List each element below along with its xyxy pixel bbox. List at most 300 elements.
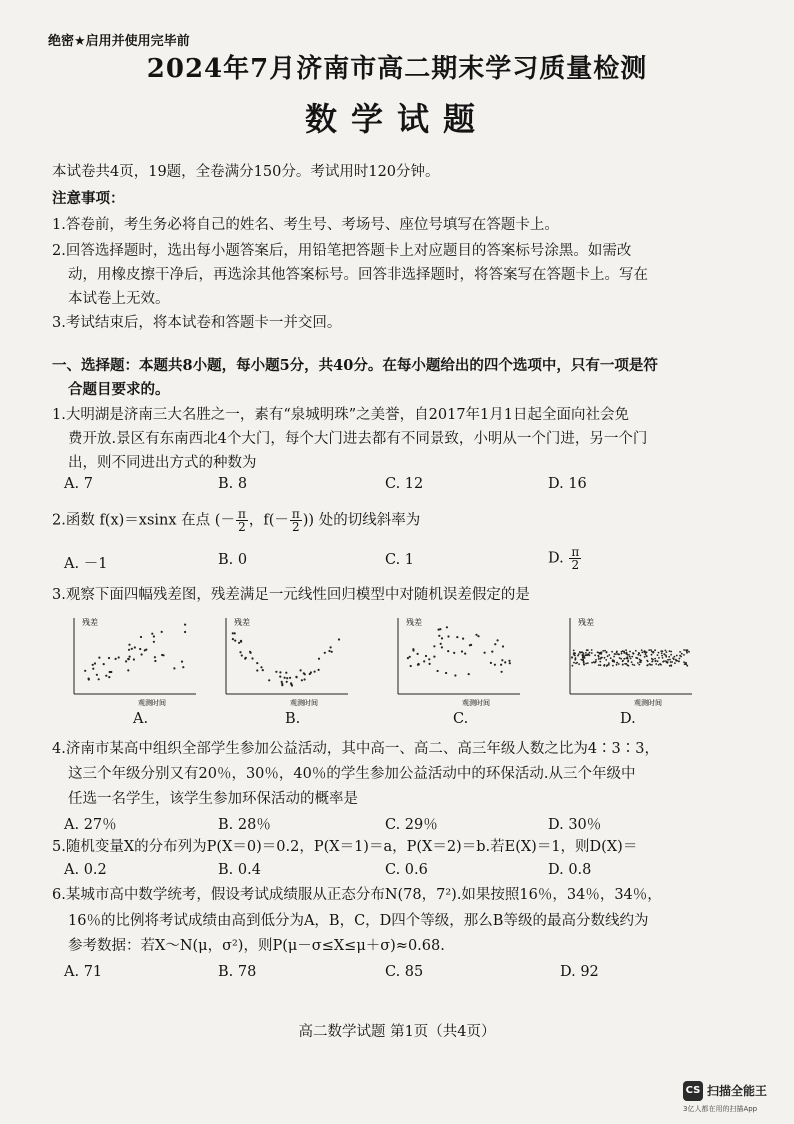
residual-point [644, 651, 646, 653]
residual-point [410, 665, 412, 667]
residual-point [632, 652, 634, 654]
residual-point [470, 644, 472, 646]
residual-point [279, 676, 281, 678]
residual-point [310, 671, 312, 673]
residual-point [598, 658, 600, 660]
residual-point [153, 641, 155, 643]
residual-point [618, 653, 620, 655]
option-d: D. 30％ [548, 817, 602, 833]
residual-point [140, 636, 142, 638]
residual-point [447, 635, 449, 637]
residual-point [161, 654, 163, 656]
residual-point [92, 668, 94, 670]
confidential-label: 绝密★启用并使用完毕前 [48, 34, 190, 49]
residual-point [502, 645, 504, 647]
residual-point [286, 681, 288, 683]
note-line: 2.回答选择题时，选出每小题答案后，用铅笔把答题卡上对应题目的答案标号涂黑。如需改 [52, 243, 632, 259]
residual-point [494, 643, 496, 645]
question-1-text: 出，则不同进出方式的种数为 [68, 455, 257, 471]
residual-point [618, 663, 620, 665]
residual-point [338, 638, 340, 640]
residual-point [84, 670, 86, 672]
residual-point [665, 660, 667, 662]
question-2-text [52, 508, 420, 533]
plot-ylabel: 残差 [578, 618, 594, 627]
residual-point [98, 657, 100, 659]
residual-point [647, 664, 649, 666]
residual-point [639, 659, 641, 661]
option-a: A. 0.2 [64, 862, 107, 878]
residual-point [658, 657, 660, 659]
option-c: C. 85 [385, 964, 424, 980]
notes-title: 注意事项： [52, 190, 125, 207]
plot-label-c: C. [453, 711, 469, 727]
residual-point [664, 654, 666, 656]
residual-point [300, 669, 302, 671]
residual-point [611, 651, 613, 653]
residual-point [508, 660, 510, 662]
residual-point [468, 673, 470, 675]
residual-point [633, 664, 635, 666]
residual-point [304, 678, 306, 680]
residual-point [318, 669, 320, 671]
residual-point [591, 662, 593, 664]
residual-point [623, 658, 625, 660]
residual-point [669, 659, 671, 661]
residual-point [262, 669, 264, 671]
residual-point [241, 654, 243, 656]
residual-point [153, 635, 155, 637]
residual-point [232, 638, 234, 640]
residual-point [613, 656, 615, 658]
residual-point [412, 649, 414, 651]
residual-point [686, 652, 688, 654]
residual-point [105, 675, 107, 677]
plot-label-a: A. [133, 711, 149, 727]
residual-point [573, 662, 575, 664]
residual-point [578, 663, 580, 665]
residual-point [303, 672, 305, 674]
option-c: C. 29％ [385, 817, 438, 833]
residual-point [657, 660, 659, 662]
residual-point [651, 664, 653, 666]
residual-point [662, 650, 664, 652]
residual-point [654, 649, 656, 651]
residual-point [574, 653, 576, 655]
scanner-tagline: 3亿人都在用的扫描App [683, 1105, 758, 1113]
residual-point [658, 664, 660, 666]
fraction-pi-over-2 [569, 546, 581, 571]
residual-point [574, 655, 576, 657]
residual-point [681, 653, 683, 655]
residual-point [598, 664, 600, 666]
plot-points [571, 649, 690, 667]
residual-point [244, 658, 246, 660]
residual-point [672, 657, 674, 659]
residual-point [433, 656, 435, 658]
residual-point [445, 672, 447, 674]
residual-point [675, 659, 677, 661]
option-d-prefix: D. [548, 550, 569, 567]
plot-ylabel: 残差 [82, 618, 98, 627]
residual-point [665, 650, 667, 652]
residual-point [286, 677, 288, 679]
option-a: A. 7 [64, 476, 93, 492]
residual-point [601, 652, 603, 654]
residual-point [619, 657, 621, 659]
residual-point [429, 663, 431, 665]
residual-point [587, 662, 589, 664]
residual-point [608, 664, 610, 666]
residual-point [668, 656, 670, 658]
residual-point [684, 663, 686, 665]
plot-xlabel: 观测时间 [138, 699, 166, 707]
option-d: D. 92 [560, 964, 599, 980]
residual-point [96, 674, 98, 676]
plot-points [407, 626, 511, 676]
residual-point [651, 654, 653, 656]
residual-point [585, 663, 587, 665]
residual-point [600, 658, 602, 660]
residual-plot-c [384, 612, 524, 707]
question-2-mid: ，f(－ [248, 512, 289, 529]
residual-point [134, 646, 136, 648]
residual-point [437, 670, 439, 672]
option-b: B. 0 [218, 552, 248, 568]
residual-point [670, 651, 672, 653]
residual-point [582, 657, 584, 659]
residual-point [608, 662, 610, 664]
residual-point [409, 656, 411, 658]
residual-point [417, 663, 419, 665]
residual-point [622, 664, 624, 666]
residual-point [627, 658, 629, 660]
residual-point [587, 653, 589, 655]
residual-point [285, 672, 287, 674]
residual-point [330, 646, 332, 648]
option-d: D. 0.8 [548, 862, 592, 878]
fraction-denominator: 2 [238, 520, 246, 534]
residual-point [296, 676, 298, 678]
residual-point [589, 652, 591, 654]
plot-ylabel: 残差 [406, 618, 422, 627]
residual-point [594, 654, 596, 656]
residual-point [407, 657, 409, 659]
residual-point [610, 657, 612, 659]
plot-xlabel: 观测时间 [290, 699, 318, 707]
note-line: 3.考试结束后，将本试卷和答题卡一并交回。 [52, 315, 342, 331]
residual-point [591, 649, 593, 651]
option-b: B. 0.4 [218, 862, 261, 878]
residual-point [491, 651, 493, 653]
residual-point [616, 664, 618, 666]
question-5-text: 5.随机变量X的分布列为P(X＝0)＝0.2，P(X＝1)＝a，P(X＝2)＝b.若E(X)＝1，则D(X)＝ [52, 839, 638, 855]
residual-point [685, 663, 687, 665]
residual-point [446, 626, 448, 628]
residual-point [324, 652, 326, 654]
residual-point [641, 651, 643, 653]
residual-point [627, 660, 629, 662]
residual-point [591, 652, 593, 654]
residual-point [268, 679, 270, 681]
residual-point [602, 650, 604, 652]
residual-point [94, 662, 96, 664]
option-c: C. 1 [385, 552, 415, 568]
residual-point [240, 641, 242, 643]
residual-point [674, 662, 676, 664]
residual-point [456, 636, 458, 638]
residual-point [441, 637, 443, 639]
plot-xlabel: 观测时间 [634, 699, 662, 707]
question-4-text: 任选一名学生，该学生参加环保活动的概率是 [68, 791, 358, 807]
residual-point [651, 661, 653, 663]
option-a: A. 27％ [64, 817, 117, 833]
residual-point [125, 660, 127, 662]
residual-point [605, 659, 607, 661]
residual-point [154, 660, 156, 662]
residual-point [103, 663, 105, 665]
residual-point [679, 655, 681, 657]
fraction-pi-over-2 [236, 508, 248, 533]
residual-point [579, 651, 581, 653]
residual-point [629, 651, 631, 653]
question-6-text: 参考数据：若X～N(μ，σ²)，则P(μ－σ≤X≤μ＋σ)≈0.68. [68, 938, 445, 954]
residual-point [475, 634, 477, 636]
residual-point [647, 660, 649, 662]
question-6-text: 6.某城市高中数学统考，假设考试成绩服从正态分布N(78，7²).如果按照16％，34％，34％， [52, 887, 662, 903]
residual-point [635, 650, 637, 652]
residual-point [440, 643, 442, 645]
residual-point [484, 652, 486, 654]
question-3-text: 3.观察下面四幅残差图，残差满足一元线性回归模型中对随机误差假定的是 [52, 587, 530, 603]
residual-point [661, 652, 663, 654]
residual-point [646, 655, 648, 657]
residual-point [683, 654, 685, 656]
residual-point [438, 635, 440, 637]
residual-point [622, 650, 624, 652]
fraction-denominator: 2 [571, 558, 580, 572]
residual-plot-b [212, 612, 352, 707]
residual-point [284, 677, 286, 679]
residual-point [606, 665, 608, 667]
residual-point [651, 658, 653, 660]
plot-label-d: D. [620, 711, 636, 727]
residual-point [301, 679, 303, 681]
note-line: 动，用橡皮擦干净后，再选涂其他答案标号。回答非选择题时，将答案写在答题卡上。写在 [68, 267, 648, 283]
residual-point [182, 666, 184, 668]
residual-point [622, 660, 624, 662]
residual-point [662, 657, 664, 659]
residual-point [314, 671, 316, 673]
question-1-text: 费开放.景区有东南西北4个大门，每个大门进去都有不同景致，小明从一个门进，另一个门 [68, 431, 648, 447]
residual-point [597, 651, 599, 653]
residual-point [497, 639, 499, 641]
residual-point [608, 654, 610, 656]
residual-plot-d [556, 612, 696, 707]
note-line: 本试卷上无效。 [68, 291, 170, 307]
residual-point [648, 649, 650, 651]
camscanner-logo-icon: CS [683, 1081, 703, 1101]
residual-point [256, 669, 258, 671]
question-1-text: 1.大明湖是济南三大名胜之一，素有“泉城明珠”之美誉，自2017年1月1日起全面向社会免 [52, 407, 630, 423]
residual-point [92, 664, 94, 666]
residual-point [128, 649, 130, 651]
residual-point [571, 656, 573, 658]
residual-point [441, 646, 443, 648]
residual-point [613, 660, 615, 662]
residual-point [644, 656, 646, 658]
residual-point [239, 651, 241, 653]
residual-point [630, 658, 632, 660]
residual-point [650, 649, 652, 651]
residual-point [127, 658, 129, 660]
residual-point [683, 649, 685, 651]
plot-ylabel: 残差 [234, 618, 250, 627]
exam-title: 2024年7月济南市高二期末学习质量检测 [146, 54, 648, 84]
residual-point [593, 661, 595, 663]
residual-point [181, 661, 183, 663]
residual-point [249, 651, 251, 653]
residual-point [572, 665, 574, 667]
intro-text: 本试卷共4页，19题，全卷满分150分。考试用时120分钟。 [52, 164, 440, 180]
residual-point [108, 657, 110, 659]
residual-point [628, 665, 630, 667]
residual-point [657, 654, 659, 656]
residual-point [129, 656, 131, 658]
residual-point [670, 654, 672, 656]
residual-point [665, 656, 667, 658]
option-b: B. 78 [218, 964, 257, 980]
residual-point [464, 653, 466, 655]
residual-point [161, 631, 163, 633]
residual-point [417, 653, 419, 655]
residual-point [653, 651, 655, 653]
residual-point [453, 652, 455, 654]
residual-point [606, 652, 608, 654]
plot-points [84, 624, 186, 681]
residual-point [145, 649, 147, 651]
residual-point [118, 656, 120, 658]
residual-point [318, 658, 320, 660]
residual-point [131, 648, 133, 650]
residual-point [574, 659, 576, 661]
question-6-text: 16％的比例将考试成绩由高到低分为A，B，C，D四个等级，那么B等级的最高分数线约为 [68, 913, 649, 929]
residual-plot-a [60, 612, 200, 707]
residual-point [234, 640, 236, 642]
residual-point [688, 651, 690, 653]
residual-point [462, 638, 464, 640]
residual-point [637, 662, 639, 664]
residual-point [490, 662, 492, 664]
residual-point [281, 684, 283, 686]
residual-point [260, 666, 262, 668]
residual-point [232, 632, 234, 634]
option-c: C. 12 [385, 476, 424, 492]
residual-point [612, 665, 614, 667]
residual-point [661, 655, 663, 657]
residual-point [654, 658, 656, 660]
residual-point [433, 645, 435, 647]
residual-point [655, 660, 657, 662]
residual-point [141, 653, 143, 655]
question-4-text: 4.济南市某高中组织全部学生参加公益活动，其中高一、高二、高三年级人数之比为4∶3∶3， [52, 741, 660, 757]
question-2-post: )) 处的切线斜率为 [302, 512, 421, 529]
residual-point [586, 649, 588, 651]
fraction-numerator: π [237, 507, 246, 521]
page-footer: 高二数学试题 第1页（共4页） [298, 1024, 496, 1040]
residual-point [173, 667, 175, 669]
residual-point [595, 659, 597, 661]
residual-point [583, 653, 585, 655]
residual-point [670, 664, 672, 666]
residual-point [676, 655, 678, 657]
residual-point [640, 655, 642, 657]
residual-point [631, 661, 633, 663]
residual-point [439, 628, 441, 630]
question-4-text: 这三个年级分别又有20％，30％，40％的学生参加公益活动中的环保活动.从三个年级中 [68, 766, 636, 782]
residual-point [635, 657, 637, 659]
residual-point [275, 671, 277, 673]
residual-point [632, 664, 634, 666]
residual-point [598, 656, 600, 658]
option-d: D. 16 [548, 476, 587, 492]
residual-point [500, 664, 502, 666]
residual-point [184, 631, 186, 633]
residual-point [641, 649, 643, 651]
residual-point [583, 664, 585, 666]
residual-point [683, 661, 685, 663]
residual-point [281, 681, 283, 683]
fraction-numerator: π [571, 545, 580, 559]
residual-point [509, 662, 511, 664]
scanner-app-name: 扫描全能王 [707, 1084, 768, 1098]
option-a: A. 71 [64, 964, 103, 980]
fraction-pi-over-2 [290, 508, 302, 533]
residual-point [607, 655, 609, 657]
residual-point [504, 661, 506, 663]
residual-point [623, 652, 625, 654]
option-d [548, 546, 582, 571]
residual-point [599, 661, 601, 663]
residual-point [108, 676, 110, 678]
residual-point [638, 664, 640, 666]
residual-point [582, 654, 584, 656]
residual-point [600, 664, 602, 666]
residual-point [428, 658, 430, 660]
residual-point [620, 658, 622, 660]
residual-point [477, 635, 479, 637]
residual-point [154, 656, 156, 658]
residual-point [629, 656, 631, 658]
section-heading: 一、选择题：本题共8小题，每小题5分，共40分。在每小题给出的四个选项中，只有一项是符 [52, 357, 658, 374]
residual-point [291, 684, 293, 686]
option-b: B. 28％ [218, 817, 271, 833]
residual-point [425, 655, 427, 657]
residual-point [631, 656, 633, 658]
residual-point [575, 662, 577, 664]
fraction-denominator: 2 [292, 520, 300, 534]
residual-point [115, 658, 117, 660]
residual-point [133, 658, 135, 660]
section-heading: 合题目要求的。 [68, 381, 170, 398]
residual-point [599, 653, 601, 655]
residual-point [658, 652, 660, 654]
residual-point [501, 659, 503, 661]
residual-point [615, 653, 617, 655]
residual-point [151, 633, 153, 635]
residual-point [585, 652, 587, 654]
residual-point [679, 658, 681, 660]
